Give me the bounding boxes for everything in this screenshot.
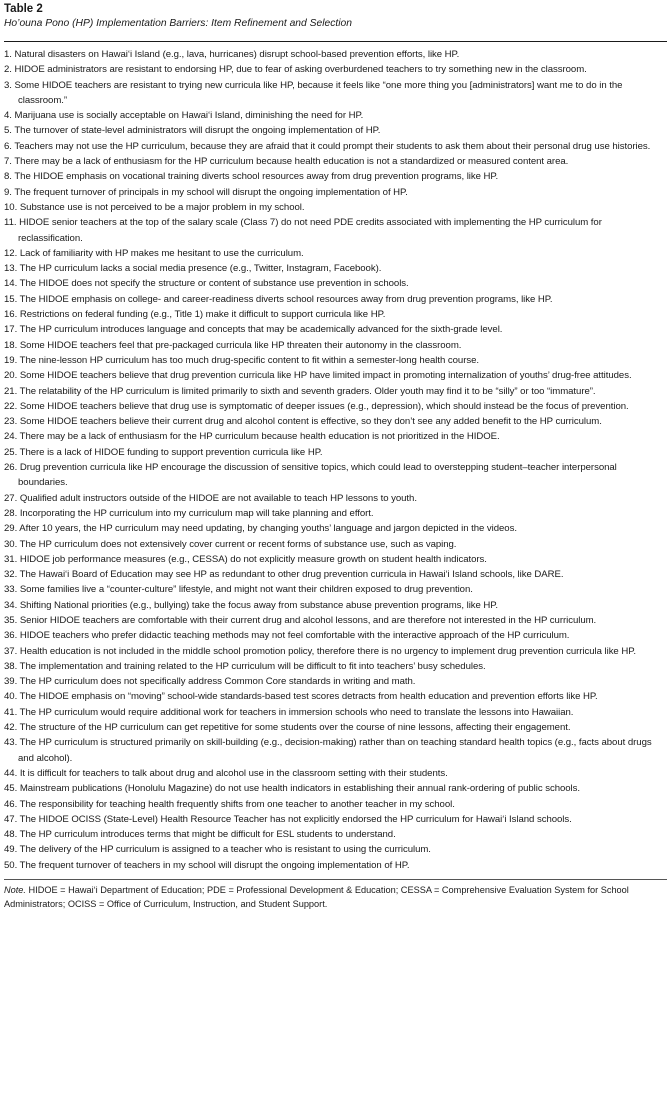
item-text: The delivery of the HP curriculum is assigned to a teacher who is resistant to using the curriculum. xyxy=(19,844,431,856)
item-text: The frequent turnover of teachers in my school will disrupt the ongoing implementation of HP. xyxy=(19,859,410,871)
item-number: 21. xyxy=(4,385,18,397)
item-text: The HP curriculum lacks a social media presence (e.g., Twitter, Instagram, Facebook). xyxy=(19,263,382,275)
item-text: The HIDOE OCISS (State-Level) Health Resource Teacher has not explicitly endorsed the HP curriculum for Hawai‘i Island schools. xyxy=(19,813,572,825)
barrier-item xyxy=(4,460,667,491)
item-text: The HP curriculum introduces terms that might be difficult for ESL students to understand. xyxy=(19,829,396,841)
item-number: 28. xyxy=(4,507,18,519)
item-text: The turnover of state-level administrators will disrupt the ongoing implementation of HP. xyxy=(14,125,381,137)
item-text: HIDOE teachers who prefer didactic teaching methods may not feel comfortable with the interactive approach of the HP curriculum. xyxy=(19,630,570,642)
item-text: Some HIDOE teachers feel that pre-packaged curricula like HP threaten their autonomy in the classroom. xyxy=(19,339,462,351)
item-number: 16. xyxy=(4,309,18,321)
item-text: HIDOE administrators are resistant to endorsing HP, due to fear of asking overburdened teachers to try something new in the classroom. xyxy=(14,64,587,76)
barrier-item xyxy=(4,445,667,460)
barrier-item xyxy=(4,858,667,873)
barrier-item xyxy=(4,322,667,337)
item-number: 39. xyxy=(4,676,18,688)
item-number: 30. xyxy=(4,538,18,550)
barrier-item xyxy=(4,47,667,62)
item-text: Some families live a “counter-culture” lifestyle, and might not want their children exposed to drug prevention. xyxy=(19,584,473,596)
table-title: Ho’ouna Pono (HP) Implementation Barriers: Item Refinement and Selection xyxy=(4,18,352,29)
item-number: 36. xyxy=(4,630,18,642)
item-text: The HP curriculum is structured primarily on skill-building (e.g., decision-making) rather than on teaching standard health topics (e.g., facts about drugs and alcohol). xyxy=(18,737,652,764)
barrier-item xyxy=(4,399,667,414)
item-number: 25. xyxy=(4,446,18,458)
barrier-item xyxy=(4,735,667,766)
item-text: There may be a lack of enthusiasm for the HP curriculum because health education is not a standardized or measured content area. xyxy=(14,156,569,168)
barrier-item xyxy=(4,567,667,582)
item-text: The frequent turnover of principals in my school will disrupt the ongoing implementation of HP. xyxy=(14,186,408,198)
barrier-item xyxy=(4,582,667,597)
item-number: 20. xyxy=(4,370,18,382)
item-text: Health education is not included in the middle school promotion policy, therefore there is no urgency to implement drug prevention curricula like HP. xyxy=(19,645,636,657)
item-text: The responsibility for teaching health frequently shifts from one teacher to another teacher in my school. xyxy=(19,798,455,810)
item-number: 22. xyxy=(4,400,18,412)
item-text: Marijuana use is socially acceptable on Hawai‘i Island, diminishing the need for HP. xyxy=(14,110,364,122)
item-number: 50. xyxy=(4,859,18,871)
barrier-item xyxy=(4,276,667,291)
item-number: 34. xyxy=(4,599,18,611)
item-number: 46. xyxy=(4,798,18,810)
item-text: It is difficult for teachers to talk about drug and alcohol use in the classroom setting with their students. xyxy=(19,767,448,779)
item-number: 27. xyxy=(4,492,18,504)
barrier-item xyxy=(4,338,667,353)
item-number: 24. xyxy=(4,431,18,443)
item-number: 7. xyxy=(4,156,12,168)
item-text: After 10 years, the HP curriculum may need updating, by changing youths’ language and jargon depicted in the videos. xyxy=(19,523,517,535)
item-number: 9. xyxy=(4,186,12,198)
item-text: The structure of the HP curriculum can get repetitive for some students over the course of nine lessons, affecting their engagement. xyxy=(19,722,571,734)
barrier-item xyxy=(4,368,667,383)
item-number: 26. xyxy=(4,462,18,474)
barrier-item xyxy=(4,842,667,857)
item-number: 40. xyxy=(4,691,18,703)
item-number: 12. xyxy=(4,247,18,259)
item-number: 45. xyxy=(4,783,18,795)
barrier-item xyxy=(4,261,667,276)
item-number: 37. xyxy=(4,645,18,657)
table-top-rule xyxy=(4,41,667,42)
item-number: 48. xyxy=(4,829,18,841)
item-text: Some HIDOE teachers are resistant to trying new curricula like HP, because it feels like “one more thing you [administrators] want me to do in the classroom.” xyxy=(14,79,623,106)
table-label: Table 2 xyxy=(4,3,43,15)
note-label: Note. xyxy=(4,885,26,896)
item-number: 18. xyxy=(4,339,18,351)
item-text: Lack of familiarity with HP makes me hesitant to use the curriculum. xyxy=(19,247,304,259)
item-number: 38. xyxy=(4,660,18,672)
barrier-item xyxy=(4,705,667,720)
item-text: The HP curriculum does not extensively cover current or recent forms of substance use, such as vaping. xyxy=(19,538,457,550)
item-number: 13. xyxy=(4,263,18,275)
barrier-item-list xyxy=(4,47,667,873)
item-number: 35. xyxy=(4,614,18,626)
barrier-item xyxy=(4,246,667,261)
barrier-item xyxy=(4,613,667,628)
item-text: The HIDOE emphasis on vocational training diverts school resources away from drug prevention programs, like HP. xyxy=(14,171,499,183)
barrier-item xyxy=(4,108,667,123)
item-text: The HP curriculum introduces language and concepts that may be academically advanced for the sixth-grade level. xyxy=(19,324,503,336)
barrier-item xyxy=(4,384,667,399)
item-number: 2. xyxy=(4,64,12,76)
item-text: HIDOE job performance measures (e.g., CESSA) do not explicitly measure growth on student health indicators. xyxy=(19,553,487,565)
item-text: The HP curriculum would require additional work for teachers in immersion schools who need to translate the lessons into Hawaiian. xyxy=(19,706,574,718)
item-text: Incorporating the HP curriculum into my curriculum map will take planning and effort. xyxy=(19,507,374,519)
barrier-item xyxy=(4,521,667,536)
item-text: Drug prevention curricula like HP encourage the discussion of sensitive topics, which could lead to overstepping student–teacher interpersonal boundaries. xyxy=(18,462,617,489)
item-text: The nine-lesson HP curriculum has too much drug-specific content to fit within a semester-long health course. xyxy=(19,354,480,366)
item-number: 14. xyxy=(4,278,18,290)
barrier-item xyxy=(4,812,667,827)
item-number: 49. xyxy=(4,844,18,856)
barrier-item xyxy=(4,154,667,169)
item-number: 11. xyxy=(4,217,17,229)
barrier-item xyxy=(4,797,667,812)
item-text: Shifting National priorities (e.g., bullying) take the focus away from substance abuse prevention programs, like HP. xyxy=(19,599,499,611)
item-text: There is a lack of HIDOE funding to support prevention curricula like HP. xyxy=(19,446,323,458)
item-text: The HIDOE does not specify the structure or content of substance use prevention in schools. xyxy=(19,278,409,290)
barrier-item xyxy=(4,674,667,689)
item-number: 41. xyxy=(4,706,18,718)
item-text: Substance use is not perceived to be a major problem in my school. xyxy=(19,201,305,213)
item-number: 31. xyxy=(4,553,18,565)
item-number: 5. xyxy=(4,125,12,137)
item-number: 1. xyxy=(4,49,12,60)
item-text: Teachers may not use the HP curriculum, because they are afraid that it could prompt their students to ask them about their personal drug use histories. xyxy=(14,140,651,152)
barrier-item xyxy=(4,506,667,521)
item-text: Mainstream publications (Honolulu Magazine) do not use health indicators in establishing their annual rank-ordering of public schools. xyxy=(19,783,580,795)
item-text: The HIDOE emphasis on college- and career-readiness diverts school resources away from drug prevention programs, like HP. xyxy=(19,293,553,305)
barrier-item xyxy=(4,537,667,552)
barrier-item xyxy=(4,766,667,781)
barrier-item xyxy=(4,491,667,506)
item-text: The HIDOE emphasis on “moving” school-wide standards-based test scores detracts from health education and prevention efforts like HP. xyxy=(19,691,598,703)
barrier-item xyxy=(4,307,667,322)
item-number: 4. xyxy=(4,110,12,122)
item-number: 32. xyxy=(4,569,18,581)
item-text: Natural disasters on Hawai‘i Island (e.g., lava, hurricanes) disrupt school-based prevention efforts, like HP. xyxy=(14,49,460,60)
barrier-item xyxy=(4,62,667,77)
table-note xyxy=(4,883,667,911)
item-number: 33. xyxy=(4,584,18,596)
barrier-item xyxy=(4,827,667,842)
item-number: 44. xyxy=(4,767,18,779)
barrier-item xyxy=(4,429,667,444)
item-number: 19. xyxy=(4,354,18,366)
barrier-item xyxy=(4,200,667,215)
item-text: Restrictions on federal funding (e.g., Title 1) make it difficult to support curricula like HP. xyxy=(19,309,386,321)
item-text: Some HIDOE teachers believe their current drug and alcohol content is effective, so they don’t see any added benefit to the HP curriculum. xyxy=(19,416,602,428)
barrier-item xyxy=(4,292,667,307)
barrier-item xyxy=(4,689,667,704)
item-number: 43. xyxy=(4,737,18,749)
item-text: The Hawai‘i Board of Education may see HP as redundant to other drug prevention curricula in Hawai‘i Island schools, like DARE. xyxy=(19,569,564,581)
barrier-item xyxy=(4,139,667,154)
barrier-item xyxy=(4,598,667,613)
item-number: 3. xyxy=(4,79,12,91)
barrier-item xyxy=(4,353,667,368)
barrier-item xyxy=(4,552,667,567)
barrier-item xyxy=(4,169,667,184)
item-number: 42. xyxy=(4,722,18,734)
item-text: Some HIDOE teachers believe that drug use is symptomatic of deeper issues (e.g., depression), which should instead be the focus of prevention. xyxy=(19,400,629,412)
table-bottom-rule xyxy=(4,879,667,880)
item-number: 8. xyxy=(4,171,12,183)
barrier-item xyxy=(4,644,667,659)
barrier-item xyxy=(4,659,667,674)
barrier-item xyxy=(4,78,667,109)
item-number: 6. xyxy=(4,140,12,152)
item-text: HIDOE senior teachers at the top of the salary scale (Class 7) do not need PDE credits associated with implementing the HP curriculum for reclassification. xyxy=(18,217,602,244)
barrier-item xyxy=(4,215,667,246)
item-text: Qualified adult instructors outside of the HIDOE are not available to teach HP lessons to youth. xyxy=(19,492,417,504)
barrier-item xyxy=(4,414,667,429)
item-text: Senior HIDOE teachers are comfortable with their current drug and alcohol lessons, and are therefore not interested in the HP curriculum. xyxy=(19,614,597,626)
barrier-item xyxy=(4,781,667,796)
item-text: The implementation and training related to the HP curriculum will be difficult to fit into teachers’ busy schedules. xyxy=(19,660,486,672)
item-number: 29. xyxy=(4,523,18,535)
item-number: 47. xyxy=(4,813,18,825)
barrier-item xyxy=(4,720,667,735)
note-text: HIDOE = Hawai‘i Department of Education; PDE = Professional Development & Education; CESSA = Comprehensive Evaluation System for School Administrators; OCISS = Office of Curriculum, Instruction, and Student Support. xyxy=(4,885,629,910)
barrier-item xyxy=(4,185,667,200)
item-number: 23. xyxy=(4,416,18,428)
item-text: The relatability of the HP curriculum is limited primarily to sixth and seventh graders. Older youth may find it to be “silly” or too “immature”. xyxy=(19,385,596,397)
barrier-item xyxy=(4,628,667,643)
item-number: 10. xyxy=(4,201,18,213)
item-text: Some HIDOE teachers believe that drug prevention curricula like HP have limited impact in promoting internalization of youths’ drug-free attitudes. xyxy=(19,370,632,382)
item-number: 17. xyxy=(4,324,18,336)
item-number: 15. xyxy=(4,293,18,305)
item-text: There may be a lack of enthusiasm for the HP curriculum because health education is not prioritized in the HIDOE. xyxy=(19,431,500,443)
item-text: The HP curriculum does not specifically address Common Core standards in writing and math. xyxy=(19,676,416,688)
barrier-item xyxy=(4,123,667,138)
